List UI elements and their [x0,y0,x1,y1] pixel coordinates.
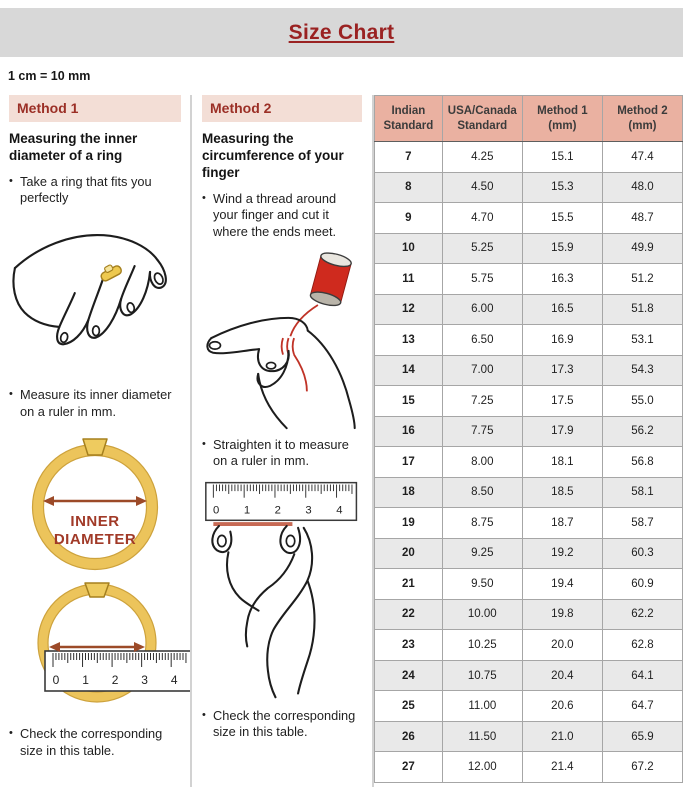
ruler-number: 4 [336,504,343,517]
size-value-cell: 10.75 [442,660,522,691]
size-value-cell: 62.8 [602,630,682,661]
table-row [375,691,683,722]
size-value-cell: 55.0 [602,386,682,417]
table-row [375,233,683,264]
indian-size-cell: 24 [375,660,443,691]
inner-diameter-label-line1: INNER [70,513,120,531]
indian-size-cell: 8 [375,172,443,203]
col-header-method1-mm: Method 1 (mm) [522,96,602,142]
size-value-cell: 15.5 [522,203,602,234]
size-value-cell: 12.00 [442,752,522,783]
size-value-cell: 58.1 [602,477,682,508]
size-value-cell: 20.0 [522,630,602,661]
size-value-cell: 6.50 [442,325,522,356]
size-value-cell: 60.9 [602,569,682,600]
col-header-usa-canada-standard: USA/Canada Standard [442,96,522,142]
col-header-method2-mm: Method 2 (mm) [602,96,682,142]
size-table [374,95,683,783]
method2-header: Method 2 [210,100,272,116]
size-value-cell: 8.50 [442,477,522,508]
size-value-cell: 7.25 [442,386,522,417]
size-value-cell: 21.0 [522,721,602,752]
size-value-cell: 19.4 [522,569,602,600]
size-value-cell: 16.3 [522,264,602,295]
table-row [375,447,683,478]
size-value-cell: 17.9 [522,416,602,447]
title-bar [0,8,683,57]
indian-size-cell: 16 [375,416,443,447]
size-value-cell: 49.9 [602,233,682,264]
table-row [375,477,683,508]
indian-size-cell: 10 [375,233,443,264]
table-row [375,630,683,661]
size-value-cell: 67.2 [602,752,682,783]
size-value-cell: 64.1 [602,660,682,691]
scale-note: 1 cm = 10 mm [8,69,91,83]
indian-size-cell: 22 [375,599,443,630]
table-row [375,660,683,691]
inner-diameter-label-line2: DIAMETER [53,531,137,549]
ruler-number: 3 [141,673,148,688]
hand-with-thread-spool-illustration [202,248,364,430]
ruler-number: 0 [213,504,220,517]
ruler-number: 0 [52,673,60,688]
method1-section [0,95,192,787]
method1-step-3: • Check the corresponding size in this table. [9,726,181,759]
size-value-cell: 51.8 [602,294,682,325]
ruler-number: 4 [170,673,178,688]
size-value-cell: 65.9 [602,721,682,752]
table-row [375,203,683,234]
table-row [375,752,683,783]
indian-size-cell: 23 [375,630,443,661]
size-value-cell: 54.3 [602,355,682,386]
size-value-cell: 56.8 [602,447,682,478]
size-value-cell: 10.25 [442,630,522,661]
table-row [375,599,683,630]
ruler-slot [45,651,191,691]
size-value-cell: 15.1 [522,142,602,173]
size-value-cell: 20.6 [522,691,602,722]
ring-on-ruler-illustration [9,581,191,719]
table-row [375,325,683,356]
size-value-cell: 4.50 [442,172,522,203]
indian-size-cell: 26 [375,721,443,752]
size-table-header-row [375,96,683,142]
size-value-cell: 10.00 [442,599,522,630]
indian-size-cell: 11 [375,264,443,295]
ruler-number: 3 [305,504,312,517]
indian-size-cell: 19 [375,508,443,539]
indian-size-cell: 14 [375,355,443,386]
method1-step-1: • Take a ring that fits you perfectly [9,174,181,207]
size-value-cell: 19.2 [522,538,602,569]
size-value-cell: 5.75 [442,264,522,295]
ruler-slot [206,482,357,520]
size-value-cell: 9.50 [442,569,522,600]
size-value-cell: 62.2 [602,599,682,630]
size-value-cell: 17.5 [522,386,602,417]
size-value-cell: 7.75 [442,416,522,447]
method1-step-2: • Measure its inner diameter on a ruler in mm. [9,387,181,420]
size-value-cell: 60.3 [602,538,682,569]
thread-spool-icon [309,250,353,308]
indian-size-cell: 9 [375,203,443,234]
size-value-cell: 19.8 [522,599,602,630]
method2-step-3: • Check the corresponding size in this table. [202,708,362,741]
size-table-wrap [374,95,683,787]
table-row [375,416,683,447]
size-value-cell: 15.9 [522,233,602,264]
method2-section [192,95,374,787]
size-value-cell: 16.9 [522,325,602,356]
indian-size-cell: 25 [375,691,443,722]
size-value-cell: 47.4 [602,142,682,173]
table-row [375,569,683,600]
size-value-cell: 7.00 [442,355,522,386]
size-value-cell: 8.75 [442,508,522,539]
indian-size-cell: 18 [375,477,443,508]
indian-size-cell: 15 [375,386,443,417]
indian-size-cell: 27 [375,752,443,783]
size-value-cell: 5.25 [442,233,522,264]
table-row [375,721,683,752]
indian-size-cell: 7 [375,142,443,173]
method2-header-bar [202,95,362,122]
table-row [375,294,683,325]
content [0,95,683,787]
gold-ring-on-finger [98,261,123,282]
method1-subtitle: Measuring the inner diameter of a ring [9,131,138,163]
table-row [375,142,683,173]
size-value-cell: 48.0 [602,172,682,203]
indian-size-cell: 12 [375,294,443,325]
size-value-cell: 4.70 [442,203,522,234]
size-value-cell: 9.25 [442,538,522,569]
ruler-number: 2 [111,673,119,688]
indian-size-cell: 20 [375,538,443,569]
size-value-cell: 6.00 [442,294,522,325]
method2-step-2: • Straighten it to measure on a ruler in mm. [202,437,362,470]
ruler-number: 2 [274,504,281,517]
table-row [375,508,683,539]
table-row [375,172,683,203]
size-value-cell: 21.4 [522,752,602,783]
size-value-cell: 18.5 [522,477,602,508]
size-value-cell: 18.1 [522,447,602,478]
page-title: Size Chart [288,20,395,44]
size-value-cell: 8.00 [442,447,522,478]
size-value-cell: 20.4 [522,660,602,691]
method2-subtitle: Measuring the circumference of your finger [202,131,344,180]
size-table-body [375,142,683,783]
table-row [375,538,683,569]
table-row [375,386,683,417]
size-value-cell: 56.2 [602,416,682,447]
indian-size-cell: 13 [375,325,443,356]
size-value-cell: 18.7 [522,508,602,539]
size-value-cell: 4.25 [442,142,522,173]
size-value-cell: 48.7 [602,203,682,234]
ring-inner-diameter-illustration [10,427,180,579]
size-value-cell: 51.2 [602,264,682,295]
size-value-cell: 15.3 [522,172,602,203]
size-value-cell: 11.50 [442,721,522,752]
ruler-thread-pinch-illustration [202,477,364,701]
size-value-cell: 17.3 [522,355,602,386]
ruler-number: 1 [243,504,251,517]
table-row [375,264,683,295]
size-value-cell: 11.00 [442,691,522,722]
method1-header: Method 1 [17,100,79,116]
indian-size-cell: 17 [375,447,443,478]
size-value-cell: 16.5 [522,294,602,325]
size-value-cell: 53.1 [602,325,682,356]
method1-header-bar [9,95,181,122]
ruler-number: 1 [82,673,89,688]
hand-with-ring-illustration [9,214,183,380]
size-value-cell: 64.7 [602,691,682,722]
method2-step-1: • Wind a thread around your finger and cut it where the ends meet. [202,191,362,241]
col-header-indian-standard: Indian Standard [375,96,443,142]
indian-size-cell: 21 [375,569,443,600]
size-value-cell: 58.7 [602,508,682,539]
table-row [375,355,683,386]
